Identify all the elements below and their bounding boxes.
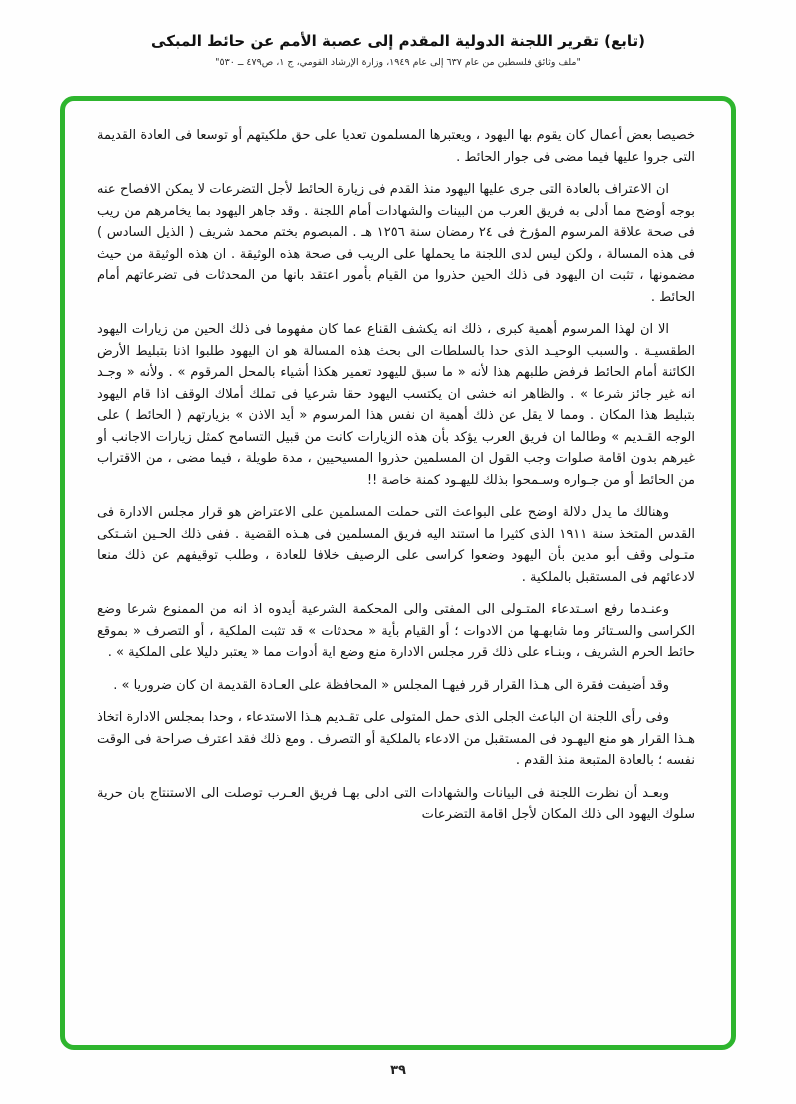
paragraph: خصيصا بعض أعمال كان يقوم بها اليهود ، ويعتبرها المسلمون تعديا على حق ملكيتهم أو توسعا فى العادة القديمة التى جروا عليها فيما مضى فى جوار الحائط . (97, 128, 695, 165)
content-frame (60, 96, 736, 1050)
document-header (0, 0, 796, 68)
paragraph: الا ان لهذا المرسوم أهمية كبرى ، ذلك انه يكشف القناع عما كان مفهوما فى ذلك الحين من زيارات اليهود الطقسيـة . والسبب الوحيـد الذى حدا بالسلطات الى بحث هذه المسالة هو ان اليهود طلبوا اذنا بتبليط الأرض الكائنة أمام الحائط فرفض طلبهم هذا لأنه « ما سبق لليهود تعمير هكذا أشياء بالمحل المرقوم » . ولأنه « وجـد انه غير جائز شرعا » . والظاهر انه خشى ان يكتسب اليهود حقا شرعيا فى تملك أملاك الوقف اذا قام اليهود بتبليط هذا المكان . ومما لا يقل عن ذلك أهمية ان نفس هذا المرسوم « أيد الاذن » بزيارتهم ( الحائط ) على الوجه القـديم » وطالما ان فريق العرب يؤكد بأن هذه الزيارات كانت من قبيل التسامح كمثل زيارات الاجانب أو غيرهم بدون اقامة صلوات وجب القول ان المسلمين حذروا المسيحيين ، مدة طويلة ، فيما مضى ، من الاقتراب من الحائط أو من جـواره وسـمحوا بذلك لليهـود كمنة خاصة !! (97, 322, 695, 488)
paragraph: وعنـدما رفع اسـتدعاء المتـولى الى المفتى والى المحكمة الشرعية أيدوه اذ انه من الممنوع شرعا وضع الكراسى والسـتائر وما شابهـها من الادوات ؛ أو القيام بأية « محدثات » قد تثبت الملكية ، أو التصرف « بموقع حائط الحرم الشريف ، وبنـاء على ذلك قرر مجلس الادارة منع وضع اية أدوات مما « يعتبر دليلا على الملكية » . (97, 602, 695, 660)
paragraph: وهنالك ما يدل دلالة اوضح على البواعث التى حملت المسلمين على الاعتراض هو قرار مجلس الادارة فى القدس المتخذ سنة ١٩١١ الذى كثيرا ما استند اليه فريق المسلمين فى هـذه القضية . ففى ذلك الحـين اشـتكى متـولى وقف أبو مدين بأن اليهود وضعوا كراسى على الرصيف خلافا للعادة ، وطلب توقيفهم عن ذلك منعا لادعائهم فى المستقبل بالملكية . (97, 505, 695, 585)
document-title: (تابع) تقرير اللجنة الدولية المقدم إلى عصبة الأمم عن حائط المبكى (151, 32, 645, 50)
paragraph: ان الاعتراف بالعادة التى جرى عليها اليهود منذ القدم فى زيارة الحائط لأجل التضرعات لا يمكن الافصاح عنه بوجه أوضح مما أدلى به فريق العرب من البينات والشهادات أمام اللجنة . وقد جاهر اليهود بما يخامرهم من ريب فى صحة علاقة المرسوم المؤرخ فى ٢٤ رمضان سنة ١٢٥٦ هـ . المبصوم بختم محمد شريف ( الذيل السادس ) فى هذه المسالة ، ولكن ليس لدى اللجنة ما يحملها على الريب فى صحة هذه الوثيقة . ان هذه الوثيقة من حيث مضمونها ، تثبت ان اليهود فى ذلك الحين حذروا من القيام بأمور اعتقد بانها من المحدثات فى تضرعاتهم أمام الحائط . (97, 182, 695, 305)
page-number: ٣٩ (390, 1063, 406, 1078)
paragraph: وفى رأى اللجنة ان الباعث الجلى الذى حمل المتولى على تقـديم هـذا الاستدعاء ، وحدا بمجلس الادارة اتخاذ هـذا القرار هو منع اليهـود فى المستقبل من الادعاء بالملكية أو التصرف . ومع ذلك فقد اعترف صراحة فى الوقت نفسه ؛ بالعادة المتبعة منذ القدم . (97, 710, 695, 768)
document-subtitle: "ملف وثائق فلسطين من عام ٦٣٧ إلى عام ١٩٤٩، وزارة الإرشاد القومي، ج ١، ص٤٧٩ ــ ٥٣٠" (215, 57, 581, 68)
paragraph: وبعـد أن نظرت اللجنة فى البيانات والشهادات التى ادلى بهـا فريق العـرب توصلت الى الاستنتاج بان حرية سلوك اليهود الى ذلك المكان لأجل اقامة التضرعات (97, 785, 695, 822)
paragraph: وقد أضيفت فقرة الى هـذا القرار قرر فيهـا المجلس « المحافظة على العـادة القديمة ان كان ضروريا » . (113, 677, 669, 693)
